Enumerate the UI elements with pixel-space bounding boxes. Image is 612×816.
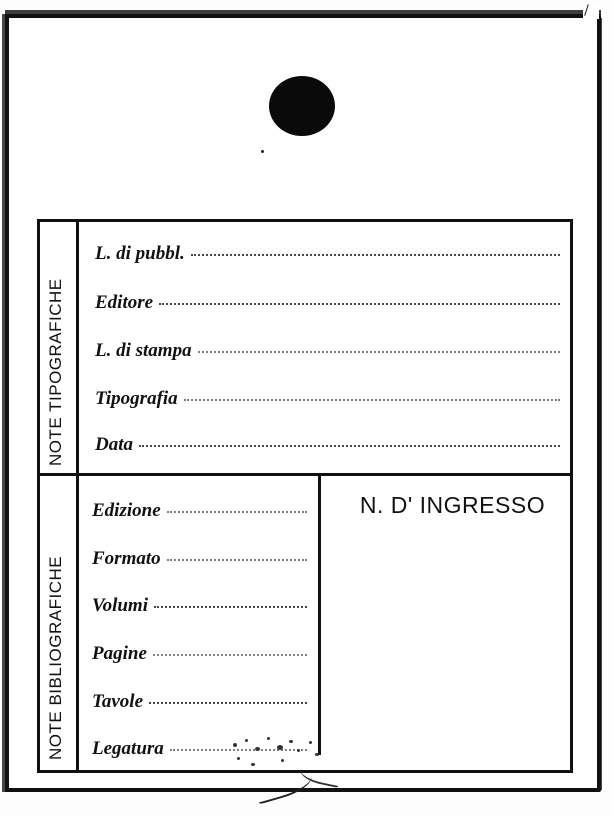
field-label-edizione: Edizione xyxy=(92,500,161,521)
field-label-tipografia: Tipografia xyxy=(95,388,178,409)
field-dots-luogo-stampa[interactable] xyxy=(198,350,560,353)
field-label-luogo-stampa: L. di stampa xyxy=(95,340,192,361)
field-label-editore: Editore xyxy=(95,292,154,313)
ink-speck xyxy=(261,150,264,153)
table-vertical-divider-top xyxy=(76,219,79,476)
table-vertical-divider-bottom xyxy=(76,473,79,773)
field-label-legatura: Legatura xyxy=(92,738,164,759)
field-label-pagine: Pagine xyxy=(92,643,147,664)
field-row[interactable] xyxy=(95,292,560,314)
field-row[interactable] xyxy=(92,643,307,665)
field-label-luogo-pubblicazione: L. di pubbl. xyxy=(95,243,185,264)
field-row[interactable] xyxy=(92,548,307,570)
field-dots-editore[interactable] xyxy=(159,302,560,305)
field-label-formato: Formato xyxy=(92,548,161,569)
field-dots-pagine[interactable] xyxy=(153,653,307,656)
field-row[interactable] xyxy=(92,738,307,760)
field-row[interactable] xyxy=(95,340,560,362)
field-row[interactable] xyxy=(92,691,307,713)
field-dots-volumi[interactable] xyxy=(154,605,307,608)
field-row[interactable] xyxy=(95,243,560,265)
field-dots-edizione[interactable] xyxy=(167,510,307,513)
table-vertical-divider-middle xyxy=(318,476,321,755)
entry-number-title: N. D' INGRESSO xyxy=(359,492,546,518)
field-dots-tipografia[interactable] xyxy=(184,398,560,401)
punch-hole-icon xyxy=(269,76,335,136)
field-row[interactable] xyxy=(92,595,307,617)
table-horizontal-divider xyxy=(37,473,573,476)
field-dots-tavole[interactable] xyxy=(149,701,307,704)
field-label-volumi: Volumi xyxy=(92,595,148,616)
field-dots-luogo-pubblicazione[interactable] xyxy=(191,253,560,256)
field-row[interactable] xyxy=(92,500,307,522)
field-row[interactable] xyxy=(95,388,560,410)
section-label-typographic: NOTE TIPOGRAFICHE xyxy=(46,278,65,466)
field-row[interactable] xyxy=(95,434,560,456)
field-label-tavole: Tavole xyxy=(92,691,144,712)
field-label-data: Data xyxy=(95,434,133,455)
field-dots-legatura[interactable] xyxy=(170,748,307,751)
section-label-bibliographic: NOTE BIBLIOGRAFICHE xyxy=(46,555,65,760)
field-dots-data[interactable] xyxy=(139,444,560,447)
field-dots-formato[interactable] xyxy=(167,558,307,561)
